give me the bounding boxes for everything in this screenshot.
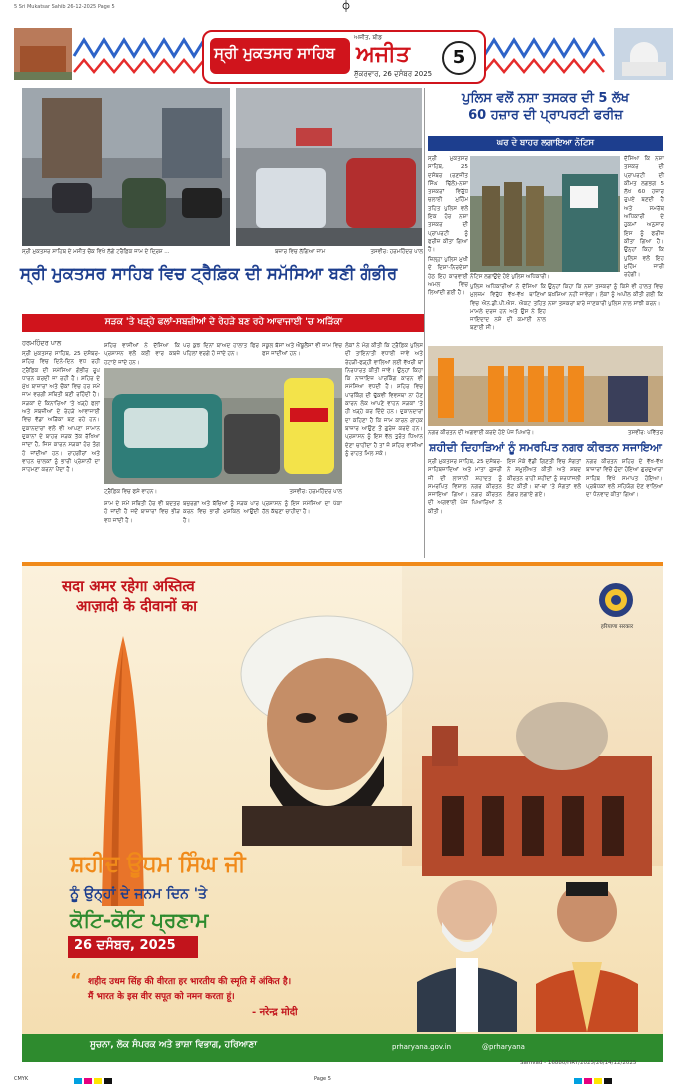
traffic-body-col2-bottom: ਸ਼ਾਮ ਦੇ ਸਮੇਂ ਸਥਿਤੀ ਹੋਰ ਵੀ ਬਦਤਰ ਹੋ ਜਾਂਦੀ ਹੈ ਜਦੋਂ ਬਾਜ਼ਾਰਾਂ ਵਿਚ ਭੀੜ ਵਧ ਜਾਂਦੀ ਹੈ। [104,501,180,524]
masthead [14,26,673,86]
police-headline-line1: ਪੁਲਿਸ ਵਲੋਂ ਨਸ਼ਾ ਤਸਕਰ ਦੀ 5 ਲੱਖ [461,91,630,106]
traffic-photo-caption: ਟ੍ਰੈਫ਼ਿਕ ਵਿਚ ਫਸੇ ਵਾਹਨ। [104,489,158,495]
ad-tribute-line2: ਨੂੰ ਉਨ੍ਹਾਂ ਦੇ ਜਨਮ ਦਿਨ 'ਤੇ [70,886,208,902]
police-photo-caption: ਨੋਟਿਸ ਲਗਾਉਂਦੇ ਹੋਏ ਪੁਲਿਸ ਅਧਿਕਾਰੀ। [470,274,550,280]
traffic-photo-credit: ਤਸਵੀਰ: ਹਰਮਹਿੰਦਰ ਪਾਲ [289,489,342,495]
masthead-date: ਸ਼ੁੱਕਰਵਾਰ, 26 ਦਸੰਬਰ 2025 [354,70,433,78]
traffic-body-col4-bottom: ਪ੍ਰਸ਼ਾਸਨ ਨੂੰ ਇਸ ਸਮੱਸਿਆ ਦਾ ਪੱਕਾ ਹੱਲ ਕੱਢਣਾ ਚਾਹੀਦਾ ਹੈ। [262,501,342,516]
traffic-body-col4-top: ਸਕੂਲ ਬੱਸਾਂ ਅਤੇ ਐਂਬੂਲੈਂਸਾਂ ਵੀ ਜਾਮ ਵਿਚ ਫਸ ਜਾਂਦੀਆਂ ਹਨ। [262,343,342,358]
samvad-code: Samvad - 16880/HRY/2025/26/14/12/2025 [520,1060,637,1066]
masthead-pattern-right [484,32,604,80]
police-headline-line2: 60 ਹਜ਼ਾਰ ਦੀ ਪ੍ਰਾਪਰਟੀ ਫਰੀਜ਼ [468,108,623,123]
ad-date: 26 ਦਸੰਬਰ, 2025 [74,938,176,953]
emblem-caption: हरियाणा सरकार [600,624,634,630]
masthead-photo-right [614,28,673,80]
traffic-body-col3-bottom: ਬਜ਼ੁਰਗਾਂ ਅਤੇ ਬੱਚਿਆਂ ਨੂੰ ਸੜਕ ਪਾਰ ਕਰਨ ਵਿਚ ਭਾਰੀ ਮੁਸ਼ਕਿਲ ਆਉਂਦੀ ਹੈ। [183,501,259,524]
police-strap: ਘਰ ਦੇ ਬਾਹਰ ਲਗਾਇਆ ਨੋਟਿਸ [428,136,663,151]
cmyk-label: CMYK [14,1076,29,1082]
masthead-title-box [202,30,486,84]
leader-photo-2 [532,866,642,1032]
kirtan-body-col1: ਸ੍ਰੀ ਮੁਕਤਸਰ ਸਾਹਿਬ, 25 ਦਸੰਬਰ-ਸਾਹਿਬਜ਼ਾਦਿਆਂ ਅਤੇ ਮਾਤਾ ਗੁਜਰੀ ਜੀ ਦੀ ਲਾਸਾਨੀ ਸ਼ਹਾਦਤ ਨੂੰ ਸਮਰਪਿਤ ਵਿਸ਼ਾਲ ਨਗਰ ਕੀਰਤਨ ਸਜਾਇਆ ਗਿਆ। ਨਗਰ ਕੀਰਤਨ ਦੀ ਅਗਵਾਈ ਪੰਜ ਪਿਆਰਿਆਂ ਨੇ ਕੀਤੀ। [428,459,502,515]
page-label: Page 5 [314,1076,331,1082]
masthead-photo-left [14,28,72,80]
traffic-headline: ਸ੍ਰੀ ਮੁਕਤਸਰ ਸਾਹਿਬ ਵਿਚ ਟ੍ਰੈਫ਼ਿਕ ਦੀ ਸਮੱਸਿਆ ਬਣੀ ਗੰਭੀਰ [20,264,398,283]
masthead-place: ਸ੍ਰੀ ਮੁਕਤਸਰ ਸਾਹਿਬ [214,44,335,62]
kirtan-headline: ਸ਼ਹੀਦੀ ਦਿਹਾੜਿਆਂ ਨੂੰ ਸਮਰਪਿਤ ਨਗਰ ਕੀਰਤਨ ਸਜਾਇਆ [429,441,662,454]
traffic-subhead: ਸੜਕ 'ਤੇ ਖੜ੍ਹੇ ਫਲਾਂ-ਸਬਜ਼ੀਆਂ ਦੇ ਰੇਹੜੇ ਬਣ ਰਹੇ ਆਵਾਜਾਈ 'ਚ ਅੜਿੱਕਾ [104,317,343,327]
column-rule [424,88,425,558]
police-photo [470,156,620,272]
traffic-body-col3-top: ਪਰ ਕੁਝ ਦਿਨਾਂ ਬਾਅਦ ਹਾਲਾਤ ਫਿਰ ਪਹਿਲਾਂ ਵਰਗੇ ਹੋ ਜਾਂਦੇ ਹਨ। [183,343,259,358]
ad-tribute-line3: ਕੋਟਿ-ਕੋਟਿ ਪ੍ਰਣਾਮ [70,908,209,932]
ad-hindi-line2: आज़ादी के दीवानों का [76,597,198,615]
print-slug: 5 Sri Mukatsar Sahib 26-12-2025 Page 5 [14,4,115,10]
kirtan-photo-credit: ਤਸਵੀਰ: ਪਵਿੱਤਰ [628,430,663,436]
registration-mark-top [342,0,350,12]
ad-footer-web: prharyana.gov.in [392,1043,452,1051]
ad-footer-dept: ਸੂਚਨਾ, ਲੋਕ ਸੰਪਰਕ ਅਤੇ ਭਾਸ਼ਾ ਵਿਭਾਗ, ਹਰਿਆਣਾ [90,1040,257,1050]
masthead-paper: ਅਜੀਤ [356,42,410,67]
police-body-col1b: ਜ਼ਿਲ੍ਹਾ ਪੁਲਿਸ ਮੁਖੀ ਦੇ ਦਿਸ਼ਾ-ਨਿਰਦੇਸ਼ਾਂ ਹੇਠ ਇਹ ਕਾਰਵਾਈ ਅਮਲ ਵਿਚ ਲਿਆਂਦੀ ਗਈ ਹੈ। [428,257,468,297]
top-caption-left: ਸ੍ਰੀ ਮੁਕਤਸਰ ਸਾਹਿਬ ਦੇ ਮਸੀਤ ਚੌਕ ਵਿਖੇ ਲੱਗੇ ਟਰੈਫ਼ਿਕ ਜਾਮ ਦੇ ਦ੍ਰਿਸ਼ ... [22,249,170,255]
quote-mark-icon: “ [70,970,82,991]
ad-panel [22,562,663,1062]
police-body-col2a: ਪੁਲਿਸ ਅਧਿਕਾਰੀਆਂ ਨੇ ਦੱਸਿਆ ਕਿ ਮੁਲਜ਼ਮ ਵਿਰੁੱਧ ਵੱਖ-ਵੱਖ ਥਾਣਿਆਂ ਵਿਚ ਐਨ.ਡੀ.ਪੀ.ਐਸ. ਐਕਟ ਤਹਿਤ ਮਾਮਲੇ ਦਰਜ ਹਨ ਅਤੇ ਉਸ ਨੇ ਇਹ ਜਾਇਦਾਦ ਨਸ਼ੇ ਦੀ ਕਮਾਈ ਨਾਲ ਬਣਾਈ ਸੀ। [470,284,546,332]
top-caption-right: ਬਜ਼ਾਰ ਵਿਚ ਲੱਗਿਆ ਜਾਮ [275,249,326,255]
kirtan-photo [428,346,663,426]
police-body-col3: ਦੱਸਿਆ ਕਿ ਨਸ਼ਾ ਤਸਕਰ ਦੀ ਪ੍ਰਾਪਰਟੀ ਦੀ ਕੀਮਤ ਲਗਭਗ 5 ਲੱਖ 60 ਹਜ਼ਾਰ ਰੁਪਏ ਬਣਦੀ ਹੈ ਅਤੇ ਸਮਰੱਥ ਅਧਿਕਾਰੀ ਦੇ ਹੁਕਮਾਂ ਅਨੁਸਾਰ ਇਸ ਨੂੰ ਫਰੀਜ਼ ਕੀਤਾ ਗਿਆ ਹੈ। ਉਨ੍ਹਾਂ ਕਿਹਾ ਕਿ ਪੁਲਿਸ ਵਲੋਂ ਇਹ ਮੁਹਿੰਮ ਜਾਰੀ ਰਹੇਗੀ। [624,156,664,279]
print-color-strip [14,1076,673,1086]
traffic-photo-right [236,88,422,246]
kirtan-body-col2: ਇਸ ਮੌਕੇ ਵੱਡੀ ਗਿਣਤੀ ਵਿਚ ਸੰਗਤਾਂ ਨੇ ਸ਼ਮੂਲੀਅਤ ਕੀਤੀ ਅਤੇ ਸ਼ਬਦ ਕੀਰਤਨ ਰਾਹੀਂ ਸ਼ਹੀਦਾਂ ਨੂੰ ਸ਼ਰਧਾਂਜਲੀ ਭੇਟ ਕੀਤੀ। ਥਾਂ-ਥਾਂ 'ਤੇ ਸੰਗਤਾਂ ਵਲੋਂ ਲੰਗਰ ਲਗਾਏ ਗਏ। [507,459,581,499]
traffic-body-col2-top: ਸ਼ਹਿਰ ਵਾਸੀਆਂ ਨੇ ਦੱਸਿਆ ਕਿ ਪ੍ਰਸ਼ਾਸਨ ਵਲੋਂ ਕਈ ਵਾਰ ਕਬਜ਼ੇ ਹਟਾਏ ਜਾਂਦੇ ਹਨ। [104,343,180,366]
traffic-photo-center [104,368,342,484]
police-body-col1: ਸ੍ਰੀ ਮੁਕਤਸਰ ਸਾਹਿਬ, 25 ਦਸੰਬਰ (ਰਣਜੀਤ ਸਿੰਘ ਢਿੱਲੋਂ)-ਨਸ਼ਾ ਤਸਕਰਾਂ ਵਿਰੁੱਧ ਚਲਾਈ ਮੁਹਿੰਮ ਤਹਿਤ ਪੁਲਿਸ ਵਲੋਂ ਇਕ ਹੋਰ ਨਸ਼ਾ ਤਸਕਰ ਦੀ ਪ੍ਰਾਪਰਟੀ ਨੂੰ ਫਰੀਜ਼ ਕੀਤਾ ਗਿਆ ਹੈ। [428,156,468,254]
page-number: 5 [442,41,476,75]
traffic-body-col5: ਲੋਕਾਂ ਨੇ ਮੰਗ ਕੀਤੀ ਕਿ ਟ੍ਰੈਫ਼ਿਕ ਪੁਲਿਸ ਦੀ ਤਾਇਨਾਤੀ ਵਧਾਈ ਜਾਵੇ ਅਤੇ ਰੇਹੜੀ-ਫੜ੍ਹੀ ਵਾਲਿਆਂ ਲਈ ਵੱਖਰੀ ਥਾਂ ਨਿਰਧਾਰਤ ਕੀਤੀ ਜਾਵੇ। ਉਨ੍ਹਾਂ ਕਿਹਾ ਕਿ ਨਾਜਾਇਜ਼ ਪਾਰਕਿੰਗ ਕਾਰਨ ਵੀ ਸਮੱਸਿਆ ਵਧਦੀ ਹੈ। ਸ਼ਹਿਰ ਵਿਚ ਪਾਰਕਿੰਗ ਦੀ ਢੁੱਕਵੀਂ ਵਿਵਸਥਾ ਨਾ ਹੋਣ ਕਾਰਨ ਲੋਕ ਆਪਣੇ ਵਾਹਨ ਸੜਕਾਂ 'ਤੇ ਹੀ ਖੜ੍ਹੇ ਕਰ ਦਿੰਦੇ ਹਨ। ਦੁਕਾਨਦਾਰਾਂ ਦਾ ਕਹਿਣਾ ਹੈ ਕਿ ਜਾਮ ਕਾਰਨ ਗਾਹਕ ਬਾਜ਼ਾਰ ਆਉਣ ਤੋਂ ਗੁਰੇਜ਼ ਕਰਦੇ ਹਨ। ਪ੍ਰਸ਼ਾਸਨ ਨੂੰ ਇਸ ਵੱਲ ਤੁਰੰਤ ਧਿਆਨ ਦੇਣਾ ਚਾਹੀਦਾ ਹੈ ਤਾਂ ਜੋ ਸ਼ਹਿਰ ਵਾਸੀਆਂ ਨੂੰ ਰਾਹਤ ਮਿਲ ਸਕੇ। [345,343,423,457]
ad-quote-line1: शहीद उधम सिंह की वीरता हर भारतीय की स्मृति में अंकित है। [88,977,292,987]
ad-quote-line2: मैं भारत के इस वीर सपूत को नमन करता हूं। [88,992,235,1002]
monument-building [422,686,652,876]
police-headline [428,90,663,124]
kirtan-photo-caption: ਨਗਰ ਕੀਰਤਨ ਦੀ ਅਗਵਾਈ ਕਰਦੇ ਹੋਏ ਪੰਜ ਪਿਆਰੇ। [428,430,535,436]
traffic-photo-left [22,88,230,246]
traffic-body-col1: ਸ੍ਰੀ ਮੁਕਤਸਰ ਸਾਹਿਬ, 25 ਦਸੰਬਰ-ਸ਼ਹਿਰ ਵਿਚ ਦਿਨੋ-ਦਿਨ ਵਧ ਰਹੀ ਟ੍ਰੈਫ਼ਿਕ ਦੀ ਸਮੱਸਿਆ ਗੰਭੀਰ ਰੂਪ ਧਾਰਨ ਕਰਦੀ ਜਾ ਰਹੀ ਹੈ। ਸ਼ਹਿਰ ਦੇ ਮੁੱਖ ਬਾਜ਼ਾਰਾਂ ਅਤੇ ਚੌਕਾਂ ਵਿਚ ਹਰ ਸਮੇਂ ਜਾਮ ਵਰਗੀ ਸਥਿਤੀ ਬਣੀ ਰਹਿੰਦੀ ਹੈ। ਸੜਕਾਂ ਦੇ ਕਿਨਾਰਿਆਂ 'ਤੇ ਖੜ੍ਹੇ ਫਲਾਂ ਅਤੇ ਸਬਜ਼ੀਆਂ ਦੇ ਰੇਹੜੇ ਆਵਾਜਾਈ ਵਿਚ ਵੱਡਾ ਅੜਿੱਕਾ ਬਣ ਰਹੇ ਹਨ। ਦੁਕਾਨਦਾਰਾਂ ਵਲੋਂ ਵੀ ਆਪਣਾ ਸਾਮਾਨ ਦੁਕਾਨਾਂ ਦੇ ਬਾਹਰ ਸੜਕ ਤੱਕ ਰੱਖਿਆ ਜਾਂਦਾ ਹੈ, ਜਿਸ ਕਾਰਨ ਸੜਕਾਂ ਹੋਰ ਤੰਗ ਹੋ ਜਾਂਦੀਆਂ ਹਨ। ਰਾਹਗੀਰਾਂ ਅਤੇ ਵਾਹਨ ਚਾਲਕਾਂ ਨੂੰ ਭਾਰੀ ਪ੍ਰੇਸ਼ਾਨੀ ਦਾ ਸਾਹਮਣਾ ਕਰਨਾ ਪੈਂਦਾ ਹੈ। [22,351,100,474]
masthead-pattern-left [74,32,204,80]
ad-quote-author: - नरेन्द्र मोदी [252,1007,298,1018]
haryana-emblem-icon [596,580,636,620]
kirtan-body-col3: ਨਗਰ ਕੀਰਤਨ ਸ਼ਹਿਰ ਦੇ ਵੱਖ-ਵੱਖ ਬਾਜ਼ਾਰਾਂ ਵਿਚੋਂ ਹੁੰਦਾ ਹੋਇਆ ਗੁਰਦੁਆਰਾ ਸਾਹਿਬ ਵਿਖੇ ਸਮਾਪਤ ਹੋਇਆ। ਪ੍ਰਬੰਧਕਾਂ ਵਲੋਂ ਸਹਿਯੋਗ ਦੇਣ ਵਾਲਿਆਂ ਦਾ ਧੰਨਵਾਦ ਕੀਤਾ ਗਿਆ। [586,459,663,499]
top-photo-credit: ਤਸਵੀਰ: ਹਰਮਹਿੰਦਰ ਪਾਲ [370,249,423,255]
ad-hindi-line1: सदा अमर रहेगा अस्तित्व [62,577,195,595]
ad-tribute-name: ਸ਼ਹੀਦ ਊਧਮ ਸਿੰਘ ਜੀ [70,852,246,877]
traffic-byline: ਹਰਮਹਿੰਦਰ ਪਾਲ [22,339,62,347]
police-body-col2b: ਉਨ੍ਹਾਂ ਕਿਹਾ ਕਿ ਨਸ਼ਾ ਤਸਕਰਾਂ ਨੂੰ ਕਿਸੇ ਵੀ ਹਾਲਤ ਵਿਚ ਬਖ਼ਸ਼ਿਆ ਨਹੀਂ ਜਾਵੇਗਾ। ਲੋਕਾਂ ਨੂੰ ਅਪੀਲ ਕੀਤੀ ਗਈ ਕਿ ਨਸ਼ਾ ਤਸਕਰਾਂ ਬਾਰੇ ਜਾਣਕਾਰੀ ਪੁਲਿਸ ਨਾਲ ਸਾਂਝੀ ਕਰਨ। [548,284,663,307]
leader-photo-1 [412,862,522,1032]
ad-footer-social: @prharyana [482,1043,525,1051]
masthead-paper-tag: ਅਜੀਤ, ਬੀਡ [354,34,382,41]
udham-singh-portrait [222,606,432,846]
